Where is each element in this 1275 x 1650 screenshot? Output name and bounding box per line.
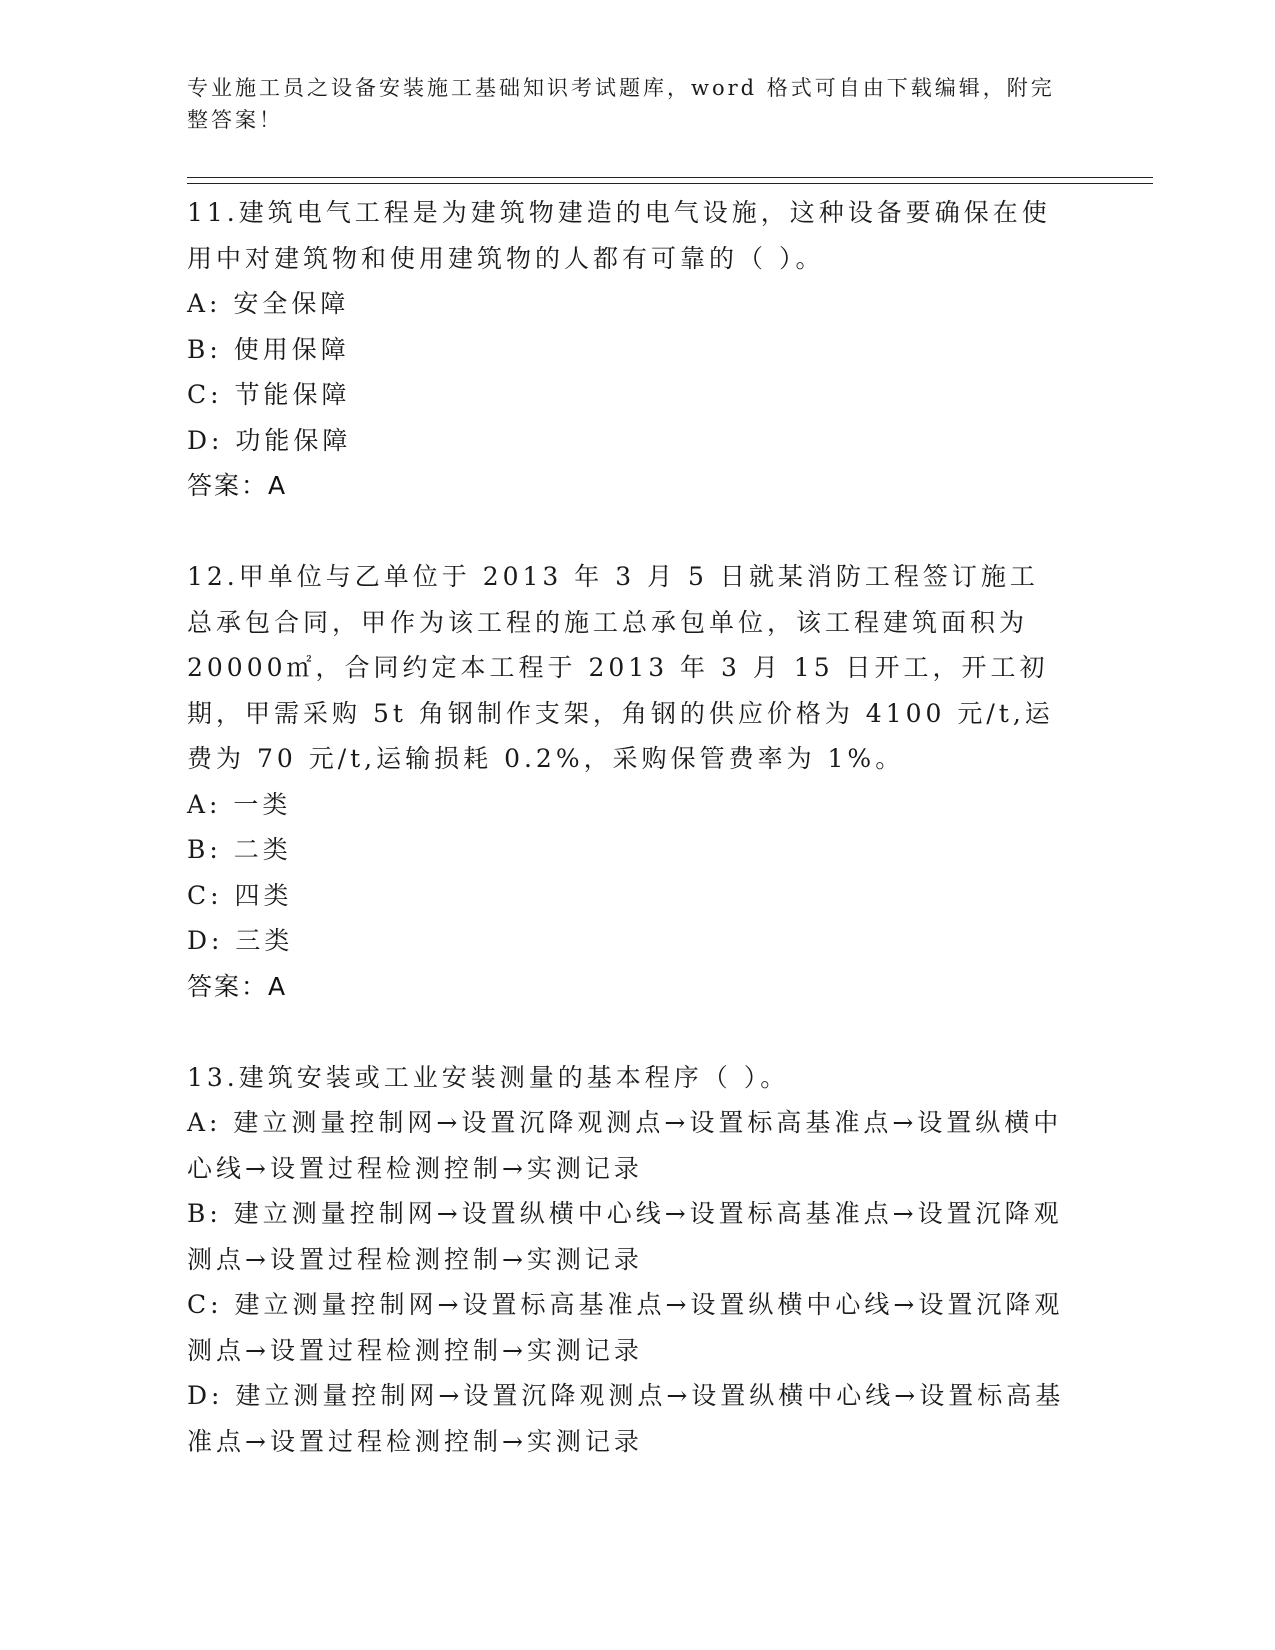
question-11 <box>187 190 1067 509</box>
answer-line: 答案：A <box>187 971 288 1001</box>
header-divider-top <box>187 177 1153 178</box>
question-12 <box>187 554 1067 1009</box>
option-a: A: 建立测量控制网→设置沉降观测点→设置标高基准点→设置纵横中心线→设置过程检测控制→实测记录 <box>187 1108 1063 1183</box>
question-13 <box>187 1055 1067 1465</box>
option-b: B: 建立测量控制网→设置纵横中心线→设置标高基准点→设置沉降观测点→设置过程检测控制→实测记录 <box>187 1199 1063 1274</box>
option-a: A: 一类 <box>187 789 292 819</box>
option-c: C: 节能保障 <box>187 380 351 409</box>
header-divider-bottom <box>187 183 1153 184</box>
question-spacer <box>187 1009 1067 1055</box>
question-stem: 12.甲单位与乙单位于 2013 年 3 月 5 日就某消防工程签订施工总承包合同，甲作为该工程的施工总承包单位，该工程建筑面积为 20000㎡，合同约定本工程于 2013 年 3 月 15 日开工，开工初期，甲需采购 5t 角钢制作支架，角钢的供应价格为 4100 元/t,运费为 70 元/t,运输损耗 0.2%，采购保管费率为 1%。 <box>187 562 1054 773</box>
option-c: C: 建立测量控制网→设置标高基准点→设置纵横中心线→设置沉降观测点→设置过程检测控制→实测记录 <box>187 1290 1064 1365</box>
option-d: D: 功能保障 <box>187 425 352 455</box>
document-header: 专业施工员之设备安装施工基础知识考试题库，word 格式可自由下载编辑，附完整答案！ <box>187 76 1055 132</box>
question-stem: 11.建筑电气工程是为建筑物建造的电气设施，这种设备要确保在使用中对建筑物和使用建筑物的人都有可靠的（ ）。 <box>187 198 1051 273</box>
question-stem: 13.建筑安装或工业安装测量的基本程序（ ）。 <box>187 1062 790 1092</box>
option-b: B: 使用保障 <box>187 334 350 364</box>
answer-line: 答案：A <box>187 471 288 500</box>
question-spacer <box>187 509 1067 555</box>
option-b: B: 二类 <box>187 835 292 864</box>
option-a: A: 安全保障 <box>187 289 350 318</box>
question-list <box>187 190 1067 1464</box>
option-c: C: 四类 <box>187 880 293 910</box>
option-d: D: 建立测量控制网→设置沉降观测点→设置纵横中心线→设置标高基准点→设置过程检测控制→实测记录 <box>187 1381 1065 1456</box>
option-d: D: 三类 <box>187 926 294 955</box>
